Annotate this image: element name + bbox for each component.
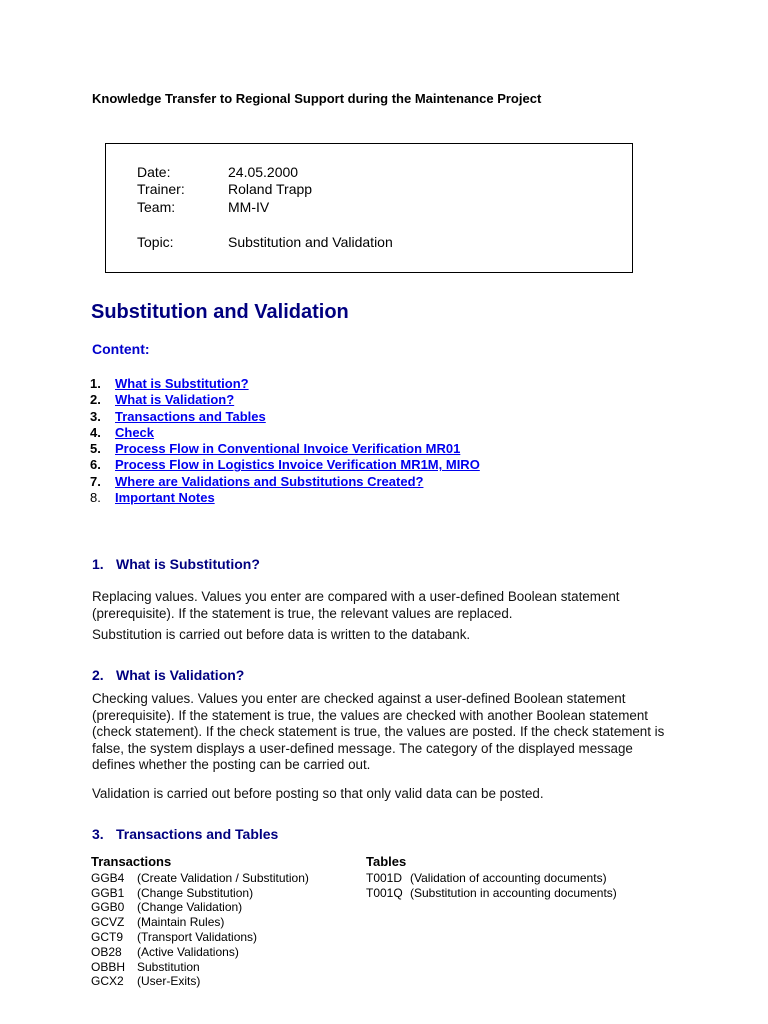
tables-heading: Tables — [366, 854, 407, 869]
date-label: Date: — [137, 164, 171, 180]
toc-link-transactions[interactable]: Transactions and Tables — [115, 408, 266, 424]
transactions-list — [91, 855, 309, 989]
toc-number: 3. — [90, 408, 101, 424]
toc-number: 2. — [90, 392, 101, 408]
date-value: 24.05.2000 — [228, 164, 299, 180]
tables-list — [366, 855, 617, 900]
section-title: Transactions and Tables — [116, 826, 279, 842]
section-title: What is Validation? — [116, 667, 245, 683]
date-row — [137, 163, 298, 181]
toc-item — [90, 425, 480, 441]
transaction-code: GGB0 — [91, 900, 125, 915]
section-1-paragraph-1: Replacing values. Values you enter are compared with a user-defined Boolean statement (prerequisite). If the statement is true, the relevant values are replaced. — [92, 589, 620, 621]
topic-value: Substitution and Validation — [228, 234, 393, 250]
page-title: Substitution and Validation — [91, 301, 349, 323]
toc-link-substitution[interactable]: What is Substitution? — [115, 376, 249, 391]
transaction-description: (User-Exits) — [137, 974, 201, 989]
list-item — [91, 886, 309, 901]
toc-link-validation[interactable]: What is Validation? — [115, 392, 235, 408]
toc-link-check[interactable]: Check — [115, 424, 155, 440]
toc-number: 1. — [90, 376, 101, 391]
toc-link-logistics-flow[interactable]: Process Flow in Logistics Invoice Verification MR1M, MIRO — [115, 457, 480, 473]
team-label: Team: — [137, 199, 176, 215]
section-2-paragraph-2: Validation is carried out before posting so that only valid data can be posted. — [92, 786, 544, 801]
team-value: MM-IV — [228, 199, 270, 215]
section-1-paragraph-2: Substitution is carried out before data is written to the databank. — [92, 627, 471, 642]
team-row — [137, 198, 269, 216]
toc-link-important-notes[interactable]: Important Notes — [115, 490, 215, 506]
toc-link-conventional-flow[interactable]: Process Flow in Conventional Invoice Verification MR01 — [115, 441, 461, 457]
toc-item — [90, 474, 480, 490]
section-number: 2. — [92, 667, 104, 683]
toc-item — [90, 457, 480, 473]
transaction-code: GCVZ — [91, 915, 125, 930]
transaction-description: (Active Validations) — [137, 944, 239, 959]
section-3-heading — [92, 826, 278, 842]
trainer-row — [137, 180, 312, 198]
list-item — [91, 945, 309, 960]
transaction-code: GCT9 — [91, 929, 124, 944]
transaction-code: OBBH — [91, 959, 126, 974]
list-item — [91, 915, 309, 930]
document-header: Knowledge Transfer to Regional Support during the Maintenance Project — [92, 91, 542, 106]
toc-item — [90, 376, 480, 392]
content-heading: Content: — [92, 341, 150, 357]
transaction-description: (Create Validation / Substitution) — [137, 870, 309, 885]
toc-number: 4. — [90, 424, 101, 440]
toc-number: 8. — [90, 490, 101, 506]
trainer-label: Trainer: — [137, 181, 185, 197]
transaction-code: GGB4 — [91, 870, 125, 885]
transaction-code: GGB1 — [91, 885, 125, 900]
table-code: T001Q — [366, 885, 403, 900]
list-item — [91, 900, 309, 915]
transaction-code: GCX2 — [91, 974, 124, 989]
trainer-value: Roland Trapp — [228, 181, 313, 197]
toc-number: 7. — [90, 473, 101, 489]
section-title: What is Substitution? — [116, 556, 260, 572]
list-item — [91, 960, 309, 975]
info-box — [105, 143, 633, 273]
transaction-description: (Transport Validations) — [137, 929, 258, 944]
table-of-contents — [90, 376, 480, 506]
list-item — [91, 974, 309, 989]
table-description: (Validation of accounting documents) — [410, 870, 607, 885]
table-description: (Substitution in accounting documents) — [410, 885, 617, 900]
toc-number: 5. — [90, 441, 101, 457]
transactions-heading: Transactions — [91, 854, 172, 869]
list-item — [366, 886, 617, 901]
list-item — [366, 871, 617, 886]
transaction-description: (Maintain Rules) — [137, 915, 225, 930]
transaction-description: (Change Substitution) — [137, 885, 254, 900]
topic-label: Topic: — [137, 234, 174, 250]
section-1-heading — [92, 556, 260, 572]
table-code: T001D — [366, 870, 403, 885]
section-number: 3. — [92, 826, 104, 842]
toc-item — [90, 409, 480, 425]
toc-item — [90, 441, 480, 457]
toc-link-where-created[interactable]: Where are Validations and Substitutions Created? — [115, 473, 424, 489]
transaction-description: (Change Validation) — [137, 900, 243, 915]
list-item — [91, 871, 309, 886]
transaction-code: OB28 — [91, 944, 122, 959]
toc-item — [90, 490, 480, 506]
section-2-heading — [92, 667, 244, 683]
transaction-description: Substitution — [137, 959, 200, 974]
toc-item — [90, 392, 480, 408]
toc-number: 6. — [90, 457, 101, 473]
list-item — [91, 930, 309, 945]
section-2-paragraph-1: Checking values. Values you enter are checked against a user-defined Boolean statement (prerequisite). If the statement is true, the values are checked with another Boolean statement (check statement). If the check statement is true, the values are posted. If the check statement is false, the system displays a user-defined message. The category of the displayed message defines whether the posting can be carried out. — [92, 691, 665, 772]
topic-row — [137, 233, 393, 251]
section-number: 1. — [92, 556, 104, 572]
